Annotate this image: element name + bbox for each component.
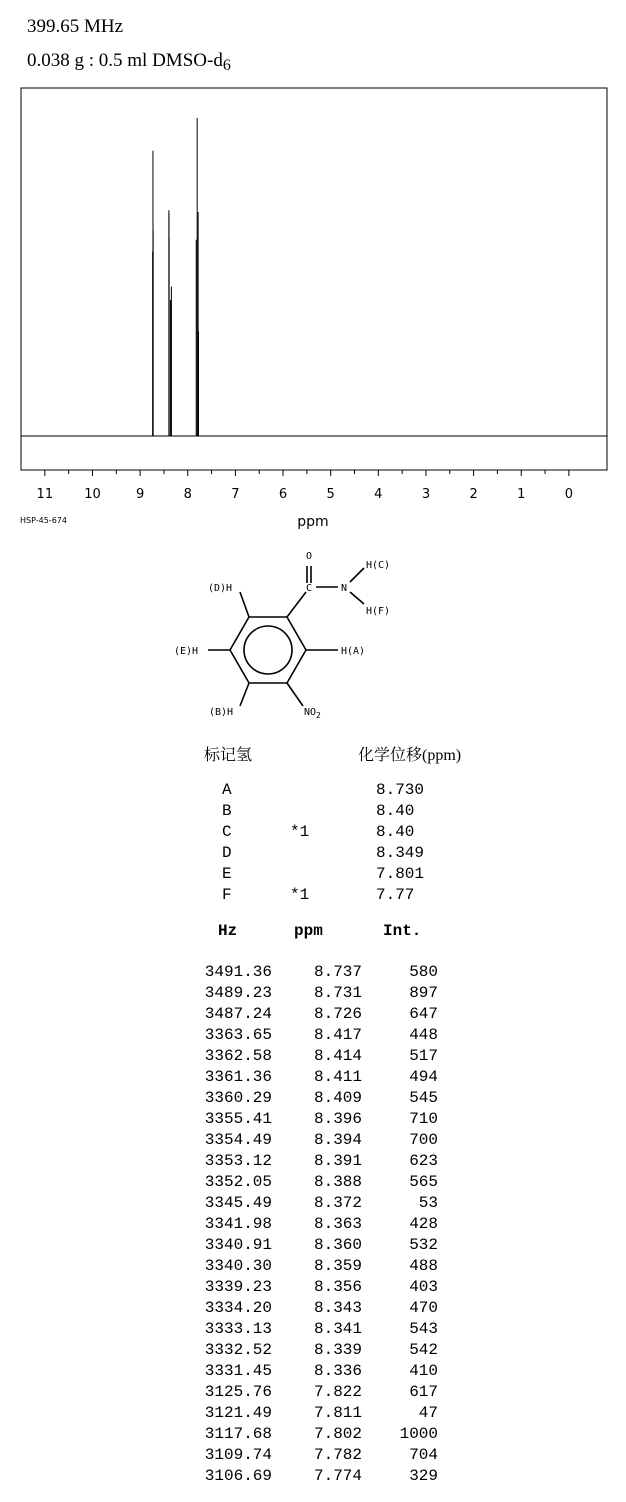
assignment-col2-header: 化学位移(ppm) — [358, 747, 462, 764]
assignment-table — [222, 781, 462, 907]
assignment-label: B — [222, 802, 232, 820]
plot-frame — [21, 88, 607, 470]
x-axis-tick-label: 0 — [564, 487, 574, 502]
peak-hz: 3117.68 — [204, 1425, 272, 1443]
peak-header-int: Int. — [383, 922, 422, 940]
assignment-row — [222, 823, 462, 844]
x-axis-tick-label: 2 — [469, 487, 478, 502]
assignment-row — [222, 865, 462, 886]
peak-row — [180, 984, 460, 1005]
atom-ha: H(A) — [341, 646, 366, 657]
no2-subscript: 2 — [316, 711, 321, 720]
peak-intensity: 329 — [409, 1467, 438, 1485]
peak-intensity: 565 — [409, 1173, 438, 1191]
peak-hz: 3363.65 — [204, 1026, 272, 1044]
peak-row — [180, 1194, 460, 1215]
assignment-shift: 8.40 — [376, 802, 415, 820]
peak-ppm: 8.372 — [313, 1194, 362, 1212]
peak-row — [180, 1278, 460, 1299]
peak-ppm: 8.394 — [313, 1131, 362, 1149]
bond-ring-no2 — [287, 683, 303, 706]
bond-n-hf — [350, 592, 364, 604]
peak-row — [180, 1047, 460, 1068]
peak-ppm: 8.414 — [313, 1047, 362, 1065]
x-axis-tick-label: 5 — [326, 487, 335, 502]
peak-hz: 3353.12 — [204, 1152, 272, 1170]
benzene-ring — [230, 617, 306, 683]
peak-intensity: 494 — [409, 1068, 438, 1086]
nmr-spectrum-chart — [0, 0, 626, 535]
sample-subscript: 6 — [222, 57, 231, 74]
peak-ppm: 8.359 — [313, 1257, 362, 1275]
peak-hz: 3362.58 — [204, 1047, 272, 1065]
peak-intensity: 488 — [409, 1257, 438, 1275]
peak-hz: 3125.76 — [204, 1383, 272, 1401]
bond-ring-hb — [240, 683, 249, 706]
peak-row — [180, 1152, 460, 1173]
bond-ring-hd — [240, 592, 249, 617]
peak-header-hz: Hz — [218, 922, 238, 940]
x-axis-tick-label: 7 — [231, 487, 240, 502]
atom-hc: H(C) — [366, 560, 391, 571]
peak-row — [180, 1089, 460, 1110]
peak-table — [180, 963, 460, 1488]
peak-hz: 3332.52 — [204, 1341, 272, 1359]
peak-ppm: 7.802 — [313, 1425, 362, 1443]
peak-row — [180, 1236, 460, 1257]
peak-ppm: 8.363 — [313, 1215, 362, 1233]
bond-n-hc — [350, 568, 364, 582]
assignment-label: E — [222, 865, 232, 883]
peak-ppm: 8.360 — [313, 1236, 362, 1254]
spectrometer-frequency: 399.65 MHz — [27, 16, 124, 37]
peak-intensity: 1000 — [399, 1425, 438, 1443]
peak-ppm: 8.343 — [313, 1299, 362, 1317]
peak-intensity: 580 — [409, 963, 438, 981]
peak-intensity: 543 — [409, 1320, 438, 1338]
x-axis-ticks — [37, 470, 573, 502]
peak-row — [180, 1173, 460, 1194]
peak-hz: 3339.23 — [204, 1278, 272, 1296]
peak-intensity: 47 — [418, 1404, 438, 1422]
peak-ppm: 8.726 — [313, 1005, 362, 1023]
peak-hz: 3331.45 — [204, 1362, 272, 1380]
x-axis-tick-label: 11 — [36, 487, 54, 502]
atom-hf: H(F) — [366, 606, 391, 617]
peak-intensity: 542 — [409, 1341, 438, 1359]
peak-hz: 3487.24 — [204, 1005, 272, 1023]
peak-ppm: 8.341 — [313, 1320, 362, 1338]
peak-row — [180, 1026, 460, 1047]
peak-group — [153, 118, 199, 436]
assignment-col1-header: 标记氢 — [204, 747, 253, 764]
peak-intensity: 704 — [409, 1446, 438, 1464]
assignment-shift: 7.77 — [376, 886, 415, 904]
x-axis-tick-label: 6 — [278, 487, 288, 502]
peak-row — [180, 1005, 460, 1026]
peak-hz: 3340.91 — [204, 1236, 272, 1254]
peak-ppm: 8.336 — [313, 1362, 362, 1380]
x-axis-tick-label: 1 — [517, 487, 526, 502]
peak-row — [180, 1362, 460, 1383]
peak-row — [180, 1068, 460, 1089]
peak-ppm: 8.388 — [313, 1173, 362, 1191]
assignment-shift: 8.349 — [376, 844, 425, 862]
peak-intensity: 517 — [409, 1047, 438, 1065]
x-axis-tick-label: 10 — [84, 487, 101, 502]
peak-intensity: 623 — [409, 1152, 438, 1170]
peak-intensity: 448 — [409, 1026, 438, 1044]
peak-intensity: 710 — [409, 1110, 438, 1128]
peak-ppm: 8.737 — [313, 963, 362, 981]
peak-intensity: 897 — [409, 984, 438, 1002]
peak-hz: 3491.36 — [204, 963, 272, 981]
atom-hb: (B)H — [209, 707, 234, 718]
peak-intensity: 470 — [409, 1299, 438, 1317]
peak-hz: 3341.98 — [204, 1215, 272, 1233]
assignment-label: F — [222, 886, 232, 904]
peak-ppm: 8.417 — [313, 1026, 362, 1044]
assignment-shift: 8.40 — [376, 823, 415, 841]
peak-intensity: 700 — [409, 1131, 438, 1149]
peak-hz: 3360.29 — [204, 1089, 272, 1107]
peak-row — [180, 1131, 460, 1152]
peak-ppm: 8.731 — [313, 984, 362, 1002]
aromatic-circle — [244, 626, 292, 674]
x-axis-tick-label: 4 — [374, 487, 383, 502]
peak-intensity: 617 — [409, 1383, 438, 1401]
assignment-row — [222, 844, 462, 865]
peak-row — [180, 1320, 460, 1341]
atom-o: O — [306, 551, 313, 562]
peak-hz: 3109.74 — [204, 1446, 272, 1464]
peak-row — [180, 1446, 460, 1467]
atom-no2 — [304, 707, 321, 720]
assignment-label: A — [222, 781, 232, 799]
peak-ppm: 8.391 — [313, 1152, 362, 1170]
assignment-note: *1 — [290, 886, 310, 904]
x-axis-tick-label: 8 — [183, 487, 192, 502]
peak-row — [180, 1404, 460, 1425]
assignment-row — [222, 886, 462, 907]
peak-ppm: 7.811 — [313, 1404, 362, 1422]
peak-intensity: 647 — [409, 1005, 438, 1023]
peak-hz: 3355.41 — [204, 1110, 272, 1128]
peak-ppm: 7.782 — [313, 1446, 362, 1464]
assignment-shift: 7.801 — [376, 865, 425, 883]
peak-row — [180, 1341, 460, 1362]
peak-header-ppm: ppm — [294, 922, 323, 940]
peak-row — [180, 1257, 460, 1278]
bond-ring-carbonyl — [287, 592, 306, 617]
peak-hz: 3352.05 — [204, 1173, 272, 1191]
x-axis-tick-label: 9 — [135, 487, 145, 502]
peak-hz: 3106.69 — [204, 1467, 272, 1485]
peak-hz: 3340.30 — [204, 1257, 272, 1275]
assignment-row — [222, 781, 462, 802]
peak-row — [180, 1215, 460, 1236]
assignment-row — [222, 802, 462, 823]
assignment-note: *1 — [290, 823, 310, 841]
peak-intensity: 545 — [409, 1089, 438, 1107]
peak-row — [180, 1425, 460, 1446]
assignment-label: D — [222, 844, 232, 862]
atom-he: (E)H — [174, 646, 199, 657]
peak-hz: 3121.49 — [204, 1404, 272, 1422]
peak-ppm: 8.396 — [313, 1110, 362, 1128]
peak-hz: 3333.13 — [204, 1320, 272, 1338]
peak-intensity: 403 — [409, 1278, 438, 1296]
peak-hz: 3334.20 — [204, 1299, 272, 1317]
assignment-shift: 8.730 — [376, 781, 425, 799]
atom-hd: (D)H — [208, 583, 233, 594]
assignment-label: C — [222, 823, 232, 841]
peak-hz: 3354.49 — [204, 1131, 272, 1149]
molecular-structure — [0, 540, 626, 730]
atom-c: C — [306, 583, 313, 594]
peak-intensity: 532 — [409, 1236, 438, 1254]
peak-hz: 3361.36 — [204, 1068, 272, 1086]
peak-row — [180, 1467, 460, 1488]
sample-text: 0.038 g : 0.5 ml DMSO-d — [27, 50, 223, 71]
peak-row — [180, 1383, 460, 1404]
x-axis-tick-label: 3 — [421, 487, 431, 502]
peak-ppm: 8.409 — [313, 1089, 362, 1107]
peak-ppm: 8.356 — [313, 1278, 362, 1296]
no2-main: NO — [304, 707, 317, 718]
atom-n: N — [341, 583, 348, 594]
peak-ppm: 8.411 — [313, 1068, 362, 1086]
x-axis-label: ppm — [297, 514, 329, 530]
peak-ppm: 7.774 — [313, 1467, 362, 1485]
peak-row — [180, 963, 460, 984]
peak-row — [180, 1299, 460, 1320]
peak-ppm: 8.339 — [313, 1341, 362, 1359]
peak-intensity: 428 — [409, 1215, 438, 1233]
peak-hz: 3489.23 — [204, 984, 272, 1002]
peak-row — [180, 1110, 460, 1131]
spectrum-code: HSP-45-674 — [20, 516, 67, 525]
peak-ppm: 7.822 — [313, 1383, 362, 1401]
peak-hz: 3345.49 — [204, 1194, 272, 1212]
peak-intensity: 53 — [418, 1194, 438, 1212]
peak-intensity: 410 — [409, 1362, 438, 1380]
